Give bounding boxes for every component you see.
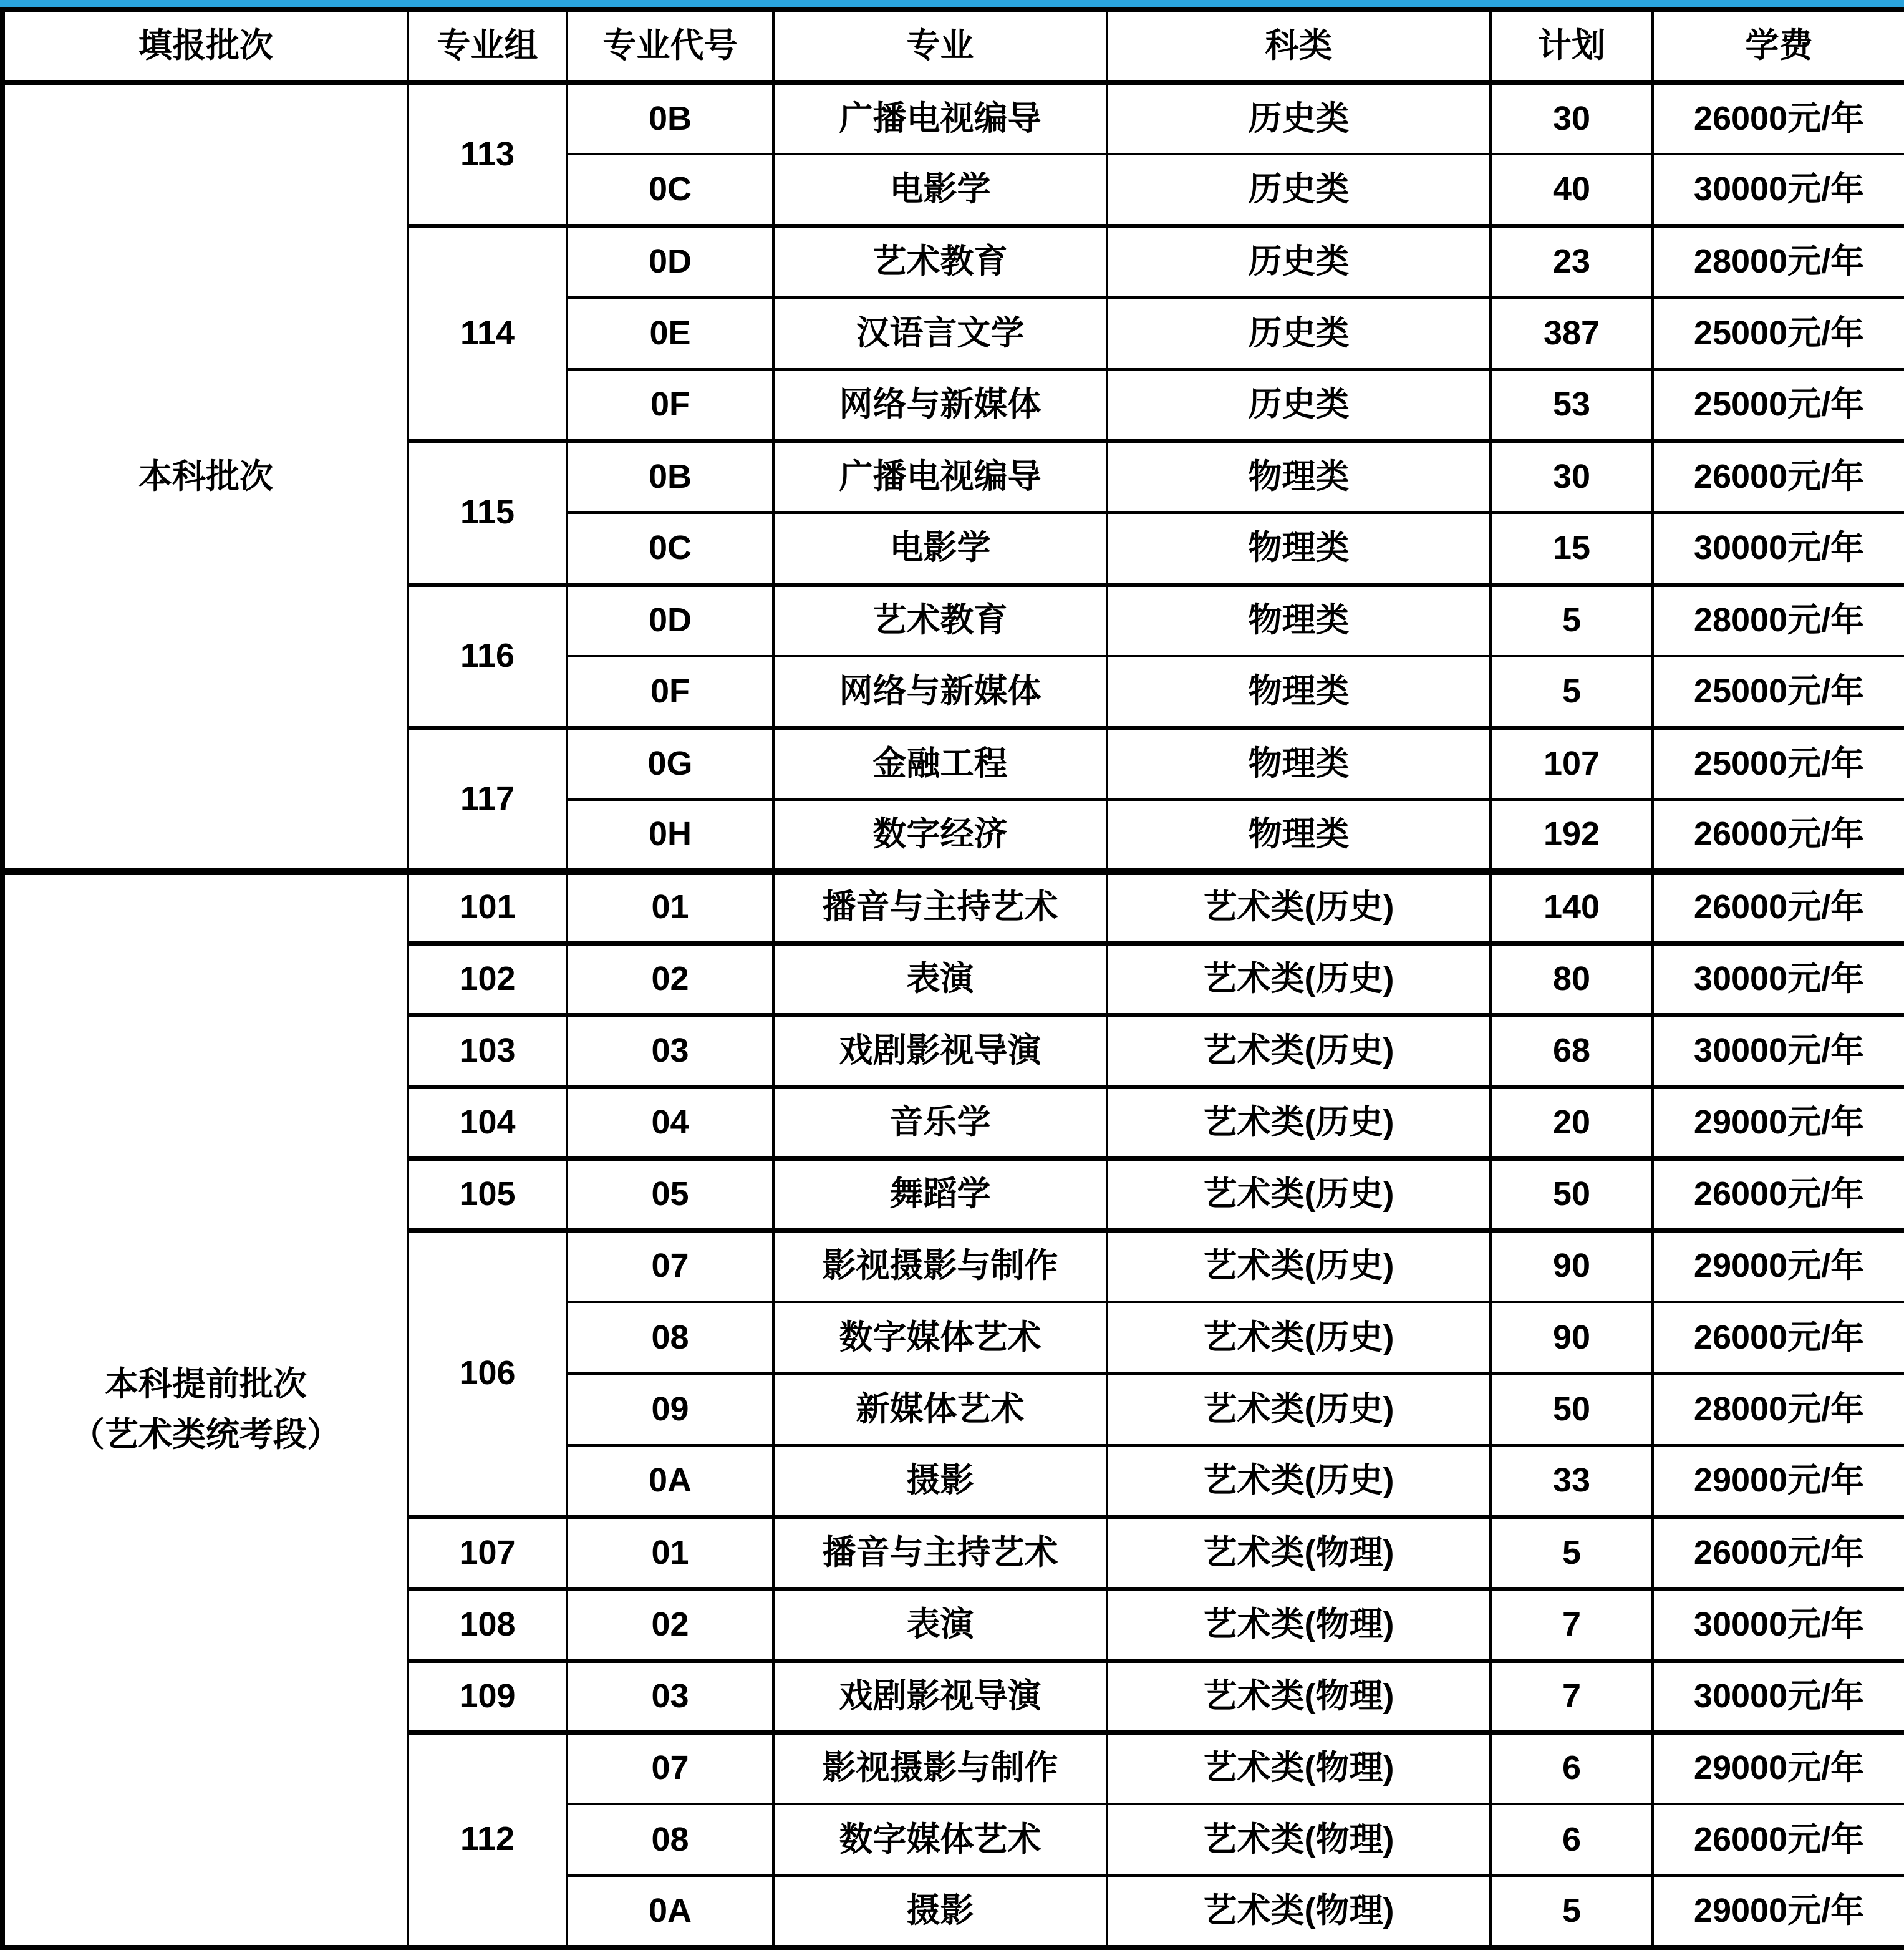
group-cell: 109 [408, 1660, 567, 1732]
category-cell: 物理类 [1107, 656, 1491, 728]
code-cell: 0B [567, 82, 773, 154]
tuition-cell: 26000元/年 [1653, 441, 1904, 513]
plan-cell: 15 [1491, 513, 1653, 584]
tuition-cell: 26000元/年 [1653, 871, 1904, 943]
code-cell: 01 [567, 1517, 773, 1589]
table-row [2, 82, 1904, 154]
code-cell: 0E [567, 298, 773, 369]
category-cell: 艺术类(历史) [1107, 1374, 1491, 1445]
category-cell: 艺术类(物理) [1107, 1804, 1491, 1876]
batch-label-line1: 本科批次 [138, 457, 273, 495]
major-cell: 数字经济 [773, 800, 1107, 871]
category-cell: 艺术类(历史) [1107, 1015, 1491, 1087]
plan-cell: 30 [1491, 82, 1653, 154]
plan-cell: 5 [1491, 1876, 1653, 1947]
plan-cell: 80 [1491, 943, 1653, 1015]
tuition-cell: 29000元/年 [1653, 1087, 1904, 1158]
major-cell: 电影学 [773, 154, 1107, 226]
category-cell: 物理类 [1107, 728, 1491, 800]
group-cell: 117 [408, 728, 567, 871]
group-cell: 108 [408, 1589, 567, 1660]
group-cell: 104 [408, 1087, 567, 1158]
code-cell: 0D [567, 226, 773, 298]
major-cell: 舞蹈学 [773, 1158, 1107, 1230]
major-cell: 汉语言文学 [773, 298, 1107, 369]
category-cell: 艺术类(历史) [1107, 1087, 1491, 1158]
plan-cell: 53 [1491, 369, 1653, 441]
category-cell: 物理类 [1107, 800, 1491, 871]
plan-cell: 107 [1491, 728, 1653, 800]
major-cell: 戏剧影视导演 [773, 1015, 1107, 1087]
major-cell: 新媒体艺术 [773, 1374, 1107, 1445]
major-cell: 电影学 [773, 513, 1107, 584]
category-cell: 历史类 [1107, 369, 1491, 441]
plan-cell: 23 [1491, 226, 1653, 298]
code-cell: 08 [567, 1804, 773, 1876]
group-cell: 106 [408, 1230, 567, 1517]
code-cell: 0H [567, 800, 773, 871]
major-cell: 金融工程 [773, 728, 1107, 800]
header-code: 专业代号 [567, 10, 773, 82]
code-cell: 07 [567, 1230, 773, 1302]
tuition-cell: 26000元/年 [1653, 1804, 1904, 1876]
plan-cell: 5 [1491, 656, 1653, 728]
major-cell: 音乐学 [773, 1087, 1107, 1158]
major-cell: 影视摄影与制作 [773, 1732, 1107, 1804]
category-cell: 艺术类(历史) [1107, 871, 1491, 943]
tuition-cell: 28000元/年 [1653, 226, 1904, 298]
category-cell: 艺术类(历史) [1107, 1302, 1491, 1374]
batch-label-line1: 本科提前批次 [105, 1365, 307, 1403]
code-cell: 03 [567, 1660, 773, 1732]
category-cell: 艺术类(物理) [1107, 1517, 1491, 1589]
plan-cell: 5 [1491, 1517, 1653, 1589]
plan-cell: 50 [1491, 1158, 1653, 1230]
tuition-cell: 30000元/年 [1653, 1660, 1904, 1732]
plan-cell: 90 [1491, 1302, 1653, 1374]
admission-plan-table [0, 7, 1904, 1950]
group-cell: 116 [408, 584, 567, 728]
major-cell: 广播电视编导 [773, 82, 1107, 154]
tuition-cell: 29000元/年 [1653, 1230, 1904, 1302]
plan-cell: 30 [1491, 441, 1653, 513]
tuition-cell: 25000元/年 [1653, 656, 1904, 728]
tuition-cell: 26000元/年 [1653, 1517, 1904, 1589]
code-cell: 0B [567, 441, 773, 513]
major-cell: 艺术教育 [773, 226, 1107, 298]
tuition-cell: 29000元/年 [1653, 1445, 1904, 1517]
plan-cell: 192 [1491, 800, 1653, 871]
code-cell: 04 [567, 1087, 773, 1158]
category-cell: 艺术类(物理) [1107, 1660, 1491, 1732]
code-cell: 08 [567, 1302, 773, 1374]
tuition-cell: 29000元/年 [1653, 1732, 1904, 1804]
major-cell: 播音与主持艺术 [773, 871, 1107, 943]
header-group: 专业组 [408, 10, 567, 82]
category-cell: 历史类 [1107, 82, 1491, 154]
tuition-cell: 30000元/年 [1653, 1015, 1904, 1087]
major-cell: 艺术教育 [773, 584, 1107, 656]
major-cell: 影视摄影与制作 [773, 1230, 1107, 1302]
plan-cell: 68 [1491, 1015, 1653, 1087]
category-cell: 艺术类(历史) [1107, 1230, 1491, 1302]
header-tuition: 学费 [1653, 10, 1904, 82]
category-cell: 历史类 [1107, 154, 1491, 226]
category-cell: 艺术类(物理) [1107, 1732, 1491, 1804]
group-cell: 102 [408, 943, 567, 1015]
major-cell: 戏剧影视导演 [773, 1660, 1107, 1732]
code-cell: 03 [567, 1015, 773, 1087]
code-cell: 0G [567, 728, 773, 800]
tuition-cell: 30000元/年 [1653, 513, 1904, 584]
tuition-cell: 28000元/年 [1653, 1374, 1904, 1445]
header-row [2, 10, 1904, 82]
category-cell: 物理类 [1107, 584, 1491, 656]
header-batch: 填报批次 [2, 10, 408, 82]
group-cell: 113 [408, 82, 567, 226]
tuition-cell: 25000元/年 [1653, 728, 1904, 800]
tuition-cell: 30000元/年 [1653, 943, 1904, 1015]
major-cell: 表演 [773, 1589, 1107, 1660]
code-cell: 02 [567, 943, 773, 1015]
tuition-cell: 30000元/年 [1653, 154, 1904, 226]
group-cell: 115 [408, 441, 567, 584]
tuition-cell: 30000元/年 [1653, 1589, 1904, 1660]
major-cell: 摄影 [773, 1876, 1107, 1947]
major-cell: 数字媒体艺术 [773, 1302, 1107, 1374]
major-cell: 数字媒体艺术 [773, 1804, 1107, 1876]
plan-cell: 387 [1491, 298, 1653, 369]
code-cell: 0C [567, 154, 773, 226]
tuition-cell: 26000元/年 [1653, 1302, 1904, 1374]
batch-cell-early [2, 871, 408, 1947]
category-cell: 物理类 [1107, 441, 1491, 513]
code-cell: 09 [567, 1374, 773, 1445]
header-category: 科类 [1107, 10, 1491, 82]
code-cell: 0C [567, 513, 773, 584]
code-cell: 05 [567, 1158, 773, 1230]
code-cell: 0A [567, 1445, 773, 1517]
code-cell: 0D [567, 584, 773, 656]
code-cell: 07 [567, 1732, 773, 1804]
code-cell: 01 [567, 871, 773, 943]
plan-cell: 140 [1491, 871, 1653, 943]
category-cell: 历史类 [1107, 298, 1491, 369]
group-cell: 103 [408, 1015, 567, 1087]
major-cell: 表演 [773, 943, 1107, 1015]
tuition-cell: 25000元/年 [1653, 369, 1904, 441]
tuition-cell: 26000元/年 [1653, 82, 1904, 154]
code-cell: 0A [567, 1876, 773, 1947]
header-major: 专业 [773, 10, 1107, 82]
batch-cell-undergraduate [2, 82, 408, 871]
plan-cell: 7 [1491, 1589, 1653, 1660]
batch-label-line2: （艺术类统考段） [71, 1416, 341, 1453]
major-cell: 摄影 [773, 1445, 1107, 1517]
group-cell: 105 [408, 1158, 567, 1230]
plan-cell: 50 [1491, 1374, 1653, 1445]
code-cell: 02 [567, 1589, 773, 1660]
plan-cell: 90 [1491, 1230, 1653, 1302]
plan-cell: 20 [1491, 1087, 1653, 1158]
plan-cell: 7 [1491, 1660, 1653, 1732]
plan-cell: 33 [1491, 1445, 1653, 1517]
group-cell: 112 [408, 1732, 567, 1947]
code-cell: 0F [567, 369, 773, 441]
group-cell: 107 [408, 1517, 567, 1589]
tuition-cell: 25000元/年 [1653, 298, 1904, 369]
category-cell: 艺术类(历史) [1107, 1445, 1491, 1517]
code-cell: 0F [567, 656, 773, 728]
tuition-cell: 28000元/年 [1653, 584, 1904, 656]
major-cell: 网络与新媒体 [773, 656, 1107, 728]
group-cell: 101 [408, 871, 567, 943]
major-cell: 广播电视编导 [773, 441, 1107, 513]
category-cell: 历史类 [1107, 226, 1491, 298]
plan-cell: 5 [1491, 584, 1653, 656]
category-cell: 物理类 [1107, 513, 1491, 584]
tuition-cell: 29000元/年 [1653, 1876, 1904, 1947]
plan-cell: 6 [1491, 1804, 1653, 1876]
table-row [2, 871, 1904, 943]
plan-cell: 40 [1491, 154, 1653, 226]
category-cell: 艺术类(历史) [1107, 1158, 1491, 1230]
tuition-cell: 26000元/年 [1653, 1158, 1904, 1230]
tuition-cell: 26000元/年 [1653, 800, 1904, 871]
header-plan: 计划 [1491, 10, 1653, 82]
category-cell: 艺术类(物理) [1107, 1589, 1491, 1660]
group-cell: 114 [408, 226, 567, 441]
category-cell: 艺术类(历史) [1107, 943, 1491, 1015]
plan-cell: 6 [1491, 1732, 1653, 1804]
major-cell: 网络与新媒体 [773, 369, 1107, 441]
category-cell: 艺术类(物理) [1107, 1876, 1491, 1947]
top-accent-bar [0, 0, 1904, 7]
major-cell: 播音与主持艺术 [773, 1517, 1107, 1589]
